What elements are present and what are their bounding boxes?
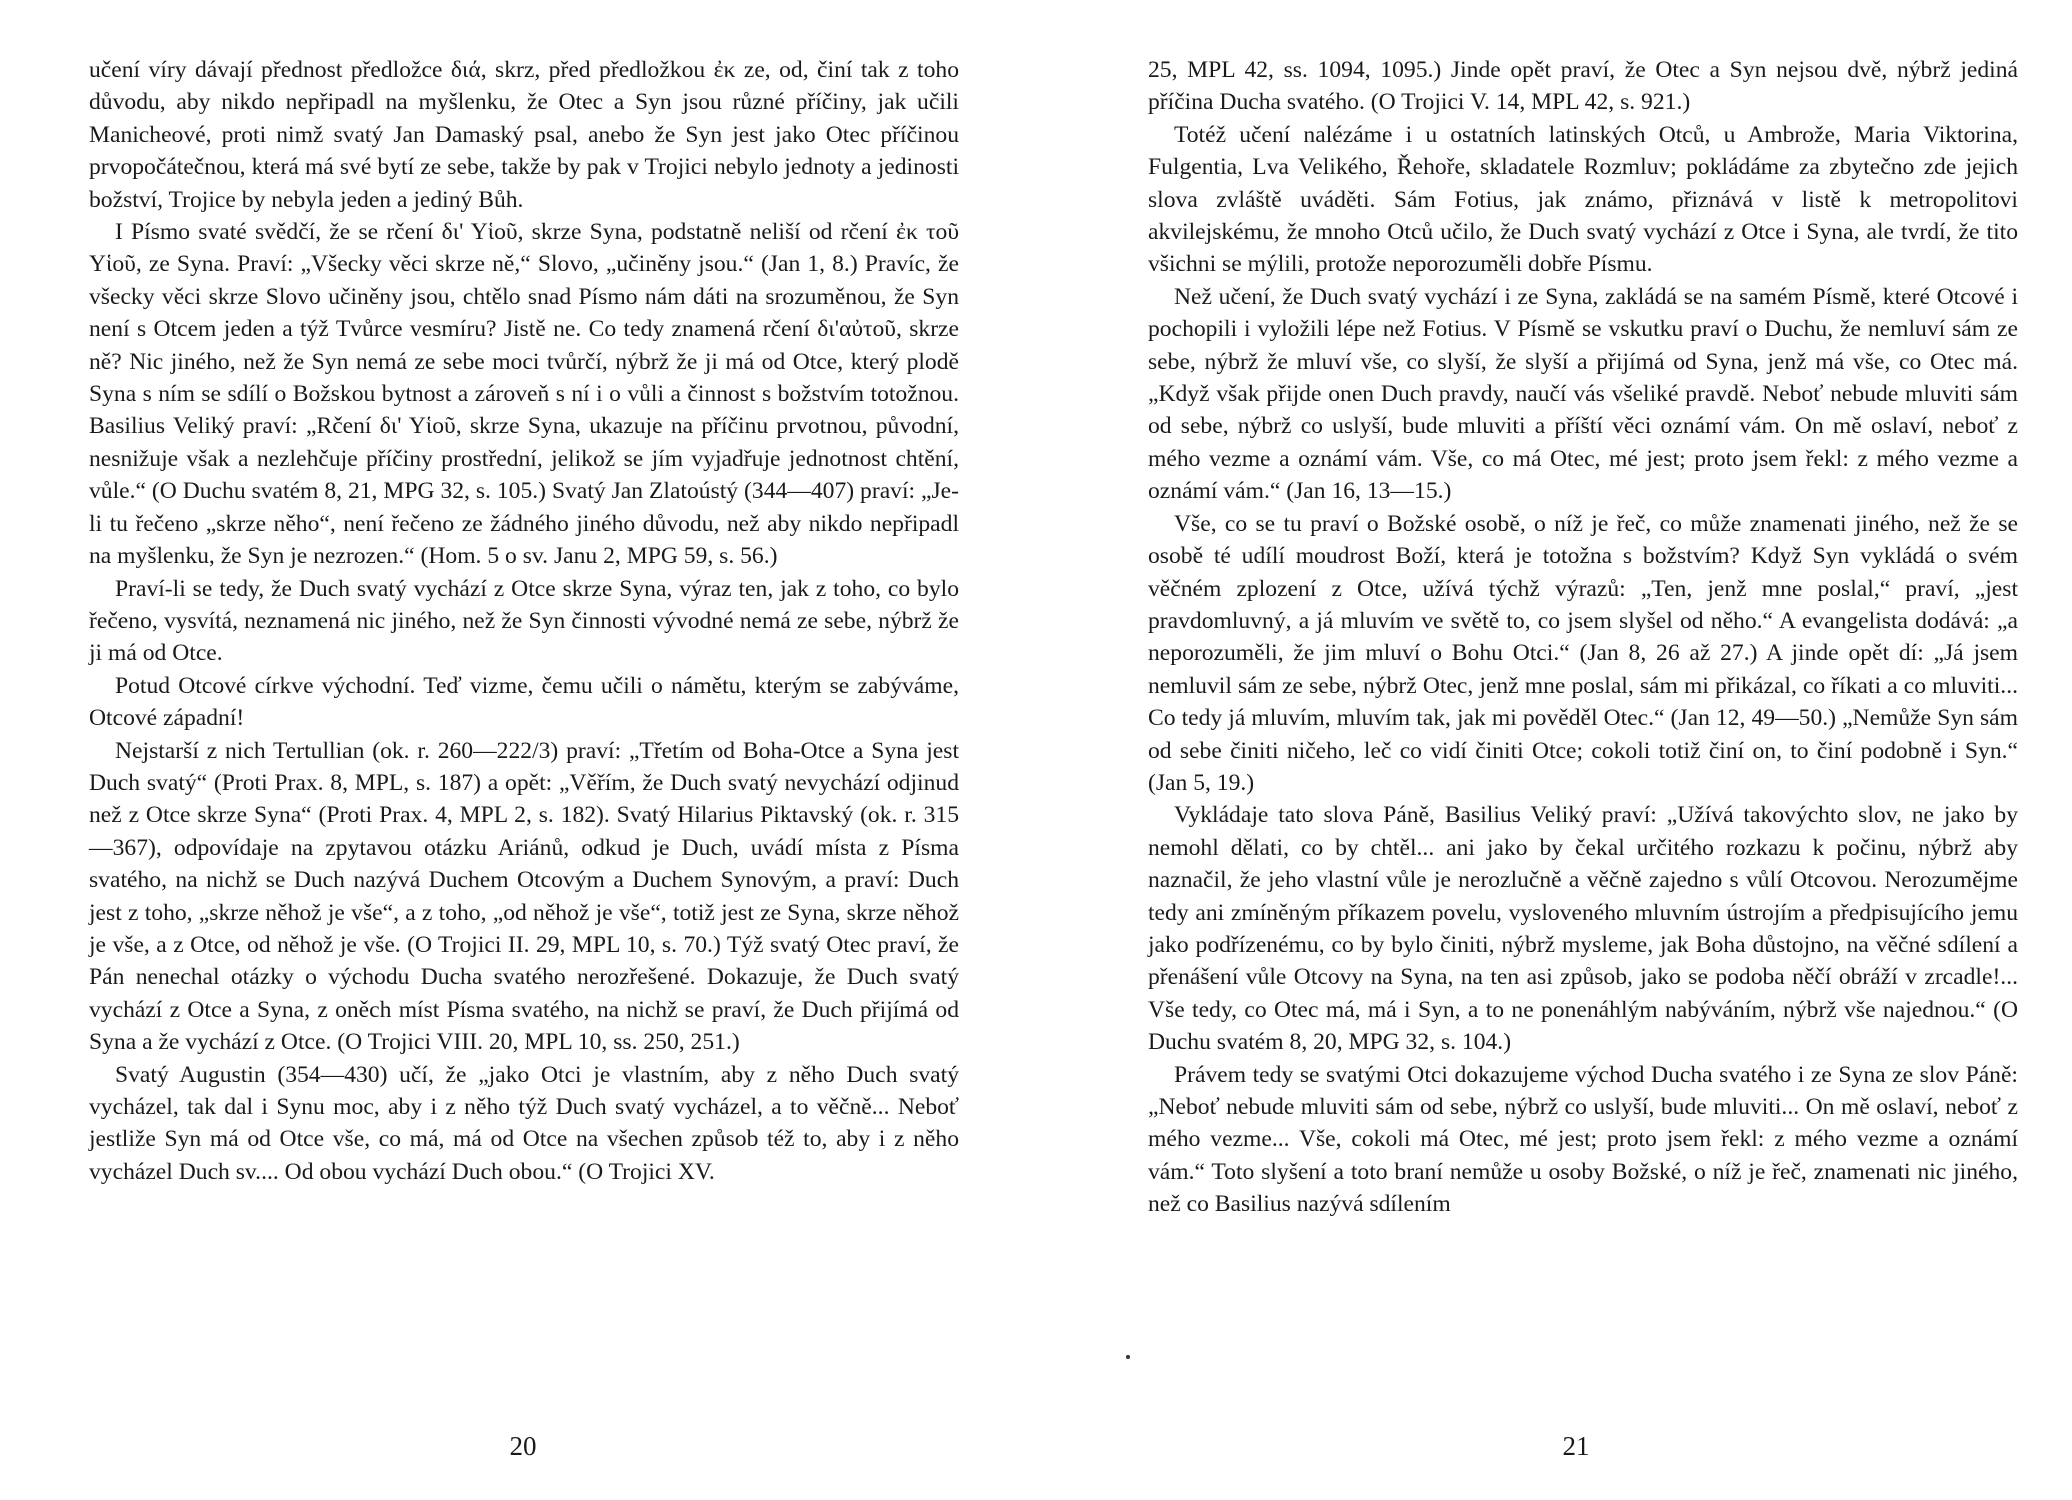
left-paragraph-4: Potud Otcové církve východní. Teď vizme, čemu učili o námětu, kterým se zabýváme, Otcové západní! [89, 672, 959, 732]
left-page-number: 20 [509, 1431, 537, 1461]
right-paragraph-3: Než učení, že Duch svatý vychází i ze Syna, zakládá se na samém Písmě, které Otcové i pochopili i vyložili lépe než Fotius. V Písmě se vskutku praví o Duchu, že nemluví sám ze sebe, nýbrž že mluví vše, co slyší, že slyší a přijímá od Syna, jenž má vše, co Otec má. „Když však přijde onen Duch pravdy, naučí vás všeliké pravdě. Neboť nebude mluviti sám od sebe, nýbrž co uslyší, bude mluviti a příští věci oznámí vám. On mě oslaví, neboť z mého vezme a oznámí vám. Vše, co má Otec, mé jest; proto jsem řekl: z mého vezme a oznámí vám.“ (Jan 16, 13—15.) [1148, 283, 2018, 505]
left-paragraph-1: učení víry dávají přednost předložce διά, skrz, před předložkou ἐκ ze, od, činí tak z toho důvodu, aby nikdo nepřipadl na myšlenku, že Otec a Syn jsou různé příčiny, jak učili Manicheové, proti nimž svatý Jan Damaský psal, anebo že Syn jest jako Otec příčinou prvopočátečnou, která má své bytí ze sebe, takže by pak v Trojici nebylo jednoty a jedinosti božství, Trojice by nebyla jeden a jediný Bůh. [89, 57, 959, 213]
right-page-text [1148, 54, 2018, 1221]
right-paragraph-4: Vše, co se tu praví o Božské osobě, o níž je řeč, co může znamenati jiného, než že se osobě té udílí moudrost Boží, která je totožna s božstvím? Když Syn vykládá o svém věčném zplození z Otce, užívá týchž výrazů: „Ten, jenž mne poslal,“ praví, „jest pravdomluvný, a já mluvím ve světě to, co jsem slyšel od něho.“ A evangelista dodává: „a neporozuměli, že jim mluví o Bohu Otci.“ (Jan 8, 26 až 27.) A jinde opět dí: „Já jsem nemluvil sám ze sebe, nýbrž Otec, jenž mne poslal, sám mi přikázal, co říkati a co mluviti... Co tedy já mluvím, mluvím tak, jak mi pověděl Otec.“ (Jan 12, 49—50.) „Nemůže Syn sám od sebe činiti ničeho, leč co vidí činiti Otce; cokoli totiž činí on, to činí podobně i Syn.“ (Jan 5, 19.) [1148, 510, 2018, 796]
right-page [1036, 0, 2072, 1500]
right-paragraph-1: 25, MPL 42, ss. 1094, 1095.) Jinde opět praví, že Otec a Syn nejsou dvě, nýbrž jediná příčina Ducha svatého. (O Trojici V. 14, MPL 42, s. 921.) [1148, 57, 2018, 116]
right-page-number: 21 [1562, 1431, 1590, 1461]
left-paragraph-2: I Písmo svaté svědčí, že se rčení δι' Υἱοῦ, skrze Syna, podstatně neliší od rčení ἐκ τοῦ Υἱοῦ, ze Syna. Praví: „Všecky věci skrze ně,“ Slovo, „učiněny jsou.“ (Jan 1, 8.) Pravíc, že všecky věci skrze Slovo učiněny jsou, chtělo snad Písmo nám dáti na srozuměnou, že Syn není s Otcem jeden a týž Tvůrce vesmíru? Jistě ne. Co tedy znamená rčení δι'αὐτοῦ, skrze ně? Nic jiného, než že Syn nemá ze sebe moci tvůrčí, nýbrž že ji má od Otce, který plodě Syna s ním se sdílí o Božskou bytnost a zároveň s ní i o vůli a činnost s božstvím totožnou. Basilius Veliký praví: „Rčení δι' Υἱοῦ, skrze Syna, ukazuje na příčinu prvotnou, původní, nesnižuje však a nezlehčuje příčiny prostřední, jelikož se jím vyjadřuje jednotnost chtění, vůle.“ (O Duchu svatém 8, 21, MPG 32, s. 105.) Svatý Jan Zlatoústý (344—407) praví: „Je-li tu řečeno „skrze něho“, není řečeno ze žádného jiného důvodu, než aby nikdo nepřipadl na myšlenku, že Syn je nezrozen.“ (Hom. 5 o sv. Janu 2, MPG 59, s. 56.) [89, 219, 959, 570]
print-speck [1126, 1355, 1130, 1359]
left-paragraph-6: Svatý Augustin (354—430) učí, že „jako Otci je vlastním, aby z něho Duch svatý vycházel, tak dal i Synu moc, aby i z něho týž Duch svatý vycházel, a to věčně... Neboť jestliže Syn má od Otce vše, co má, má od Otce na všechen způsob též to, aby i z něho vycházel Duch sv.... Od obou vychází Duch obou.“ (O Trojici XV. [89, 1061, 959, 1185]
left-paragraph-5: Nejstarší z nich Tertullian (ok. r. 260—222/3) praví: „Třetím od Boha-Otce a Syna jest Duch svatý“ (Proti Prax. 8, MPL, s. 187) a opět: „Věřím, že Duch svatý nevychází odjinud než z Otce skrze Syna“ (Proti Prax. 4, MPL 2, s. 182). Svatý Hilarius Piktavský (ok. r. 315—367), odpovídaje na zpytavou otázku Ariánů, odkud je Duch, uvádí místa z Písma svatého, na nichž se Duch nazývá Duchem Otcovým a Duchem Synovým, a praví: Duch jest z toho, „skrze něhož je vše“, a z toho, „od něhož je vše“, totiž jest ze Syna, skrze něhož je vše, a z Otce, od něhož je vše. (O Trojici II. 29, MPL 10, s. 70.) Týž svatý Otec praví, že Pán nenechal otázky o východu Ducha svatého nerozřešené. Dokazuje, že Duch svatý vychází z Otce a Syna, z oněch míst Písma svatého, na nichž se praví, že Duch přijímá od Syna a že vychází z Otce. (O Trojici VIII. 20, MPL 10, ss. 250, 251.) [89, 737, 959, 1056]
right-paragraph-5: Vykládaje tato slova Páně, Basilius Veliký praví: „Užívá takovýchto slov, ne jako by nemohl dělati, co by chtěl... ani jako by čekal určitého rozkazu k počinu, nýbrž aby naznačil, že jeho vlastní vůle je nerozlučně a věčně zajedno s vůlí Otcovou. Nerozumějme tedy ani zmíněným příkazem povelu, vysloveného mluvním ústrojím a předpisujícího jemu jako podřízenému, co by bylo činiti, nýbrž mysleme, jak Boha důstojno, na věčné sdílení a přenášení vůle Otcovy na Syna, na ten asi způsob, jako se podoba něčí obráží v zrcadle!... Vše tedy, co Otec má, má i Syn, a to ne ponenáhlým nabýváním, nýbrž vše najednou.“ (O Duchu svatém 8, 20, MPG 32, s. 104.) [1148, 802, 2018, 1056]
left-paragraph-3: Praví-li se tedy, že Duch svatý vychází z Otce skrze Syna, výraz ten, jak z toho, co bylo řečeno, vysvítá, neznamená nic jiného, než že Syn činnosti vývodné nemá ze sebe, nýbrž že ji má od Otce. [89, 575, 959, 667]
right-paragraph-2: Totéž učení nalézáme i u ostatních latinských Otců, u Ambrože, Maria Viktorina, Fulgentia, Lva Velikého, Řehoře, skladatele Rozmluv; pokládáme za zbytečno zde jejich slova zvláště uváděti. Sám Fotius, jak známo, přiznává v listě k metropolitovi akvilejskému, že mnoho Otců učilo, že Duch svatý vychází z Otce i Syna, ale tvrdí, že tito všichni se mýlili, protože neporozuměli dobře Písmu. [1148, 121, 2018, 278]
left-page-text [89, 54, 959, 1188]
right-paragraph-6: Právem tedy se svatými Otci dokazujeme východ Ducha svatého i ze Syna ze slov Páně: „Neboť nebude mluviti sám od sebe, nýbrž co uslyší, bude mluviti... On mě oslaví, neboť z mého vezme... Vše, cokoli má Otec, mé jest; proto jsem řekl: z mého vezme a oznámí vám.“ Toto slyšení a toto braní nemůže u osoby Božské, o níž je řeč, znamenati nic jiného, než co Basilius nazývá sdílením [1148, 1061, 2018, 1218]
